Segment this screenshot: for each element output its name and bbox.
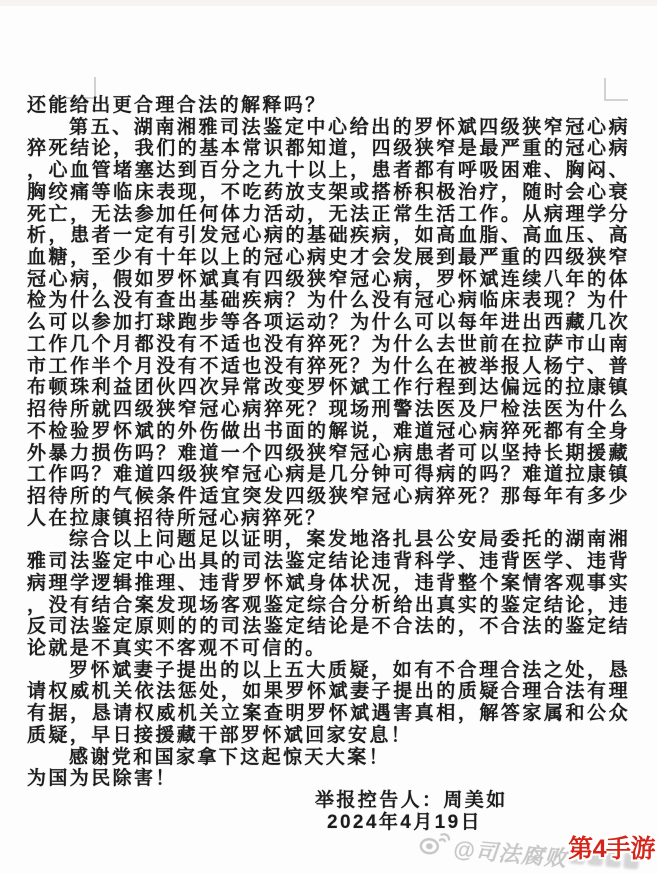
text-line: 感谢党和国家拿下这起惊天大案！: [69, 746, 391, 768]
text-line: ，没有结合案发现场客观鉴定综合分析给出真实的鉴定结论，违: [27, 594, 630, 616]
text-line: 市工作半个月没有不适也没有猝死？为什么在被举报人杨宁、普: [27, 355, 630, 377]
watermark-handle: @司法腐败: [451, 836, 568, 872]
text-line: 第五、湖南湘雅司法鉴定中心给出的罗怀斌四级狭窄冠心病: [69, 116, 630, 138]
text-line: 罗怀斌妻子提出的以上五大质疑，如有不合理合法之处，恳: [69, 659, 630, 681]
text-line: 检为什么没有查出基础疾病？为什么没有冠心病临床表现？为什: [27, 290, 630, 312]
text-line: 质疑，早日接援藏干部罗怀斌回家安息！: [27, 724, 413, 746]
text-line: 析，患者一定有引发冠心病的基础疾病，如高血脂、高血压、高: [27, 225, 630, 247]
text-line: 工作吗？难道四级狭窄冠心病是几分钟可得病的吗？难道拉康镇: [27, 464, 630, 486]
text-line: 外暴力损伤吗？难道一个四级狭窄冠心病患者可以坚持长期援藏: [27, 442, 630, 464]
text-line: 反司法鉴定原则的的司法鉴定结论是不合法的，不合法的鉴定结: [27, 616, 630, 638]
document-body: [27, 95, 630, 833]
text-line: ，心血管堵塞达到百分之九十以上，患者都有呼吸困难、胸闷、: [27, 160, 630, 182]
text-line: 冠心病，假如罗怀斌真有四级狭窄冠心病，罗怀斌连续八年的体: [27, 268, 630, 290]
text-line: 综合以上问题足以证明，案发地洛扎县公安局委托的湖南湘: [69, 529, 630, 551]
text-line: 还能给出更合理合法的解释吗？: [27, 95, 327, 116]
page-top-edge: [0, 0, 657, 6]
text-line: 为国为民除害！: [27, 768, 177, 790]
text-line: 招待所就四级狭窄冠心病猝死？现场刑警法医及尸检法医为什么: [27, 399, 630, 421]
text-line: 有据，恳请权威机关立案查明罗怀斌遇害真相，解答家属和公众: [27, 703, 630, 725]
text-line: 人在拉康镇招待所冠心病猝死？: [27, 507, 327, 529]
text-line: 布顿珠利益团伙四次异常改变罗怀斌工作行程到达偏远的拉康镇: [27, 377, 630, 399]
text-line: 论就是不真实不客观不可信的。: [27, 637, 327, 659]
text-line: 请权威机关依法惩处，如果罗怀斌妻子提出的质疑合理合法有理: [27, 681, 630, 703]
text-line: 病理学逻辑推理、违背罗怀斌身体状况，违背整个案情客观事实: [27, 572, 630, 594]
text-line: 2024年4月19日: [327, 811, 482, 833]
text-line: 死亡，无法参加任何体力活动，无法正常生活工作。从病理学分: [27, 203, 630, 225]
text-line: 工作几个月都没有不适也没有猝死？为什么去世前在拉萨市山南: [27, 333, 630, 355]
site-logo-text: 第4手游: [568, 835, 655, 863]
text-line: 举报控告人：周美如: [315, 790, 508, 811]
text-line: 不检验罗怀斌的外伤做出书面的解说，难道冠心病猝死都有全身: [27, 420, 630, 442]
text-line: 雅司法鉴定中心出具的司法鉴定结论违背科学、违背医学、违背: [27, 551, 630, 573]
text-line: 猝死结论，我们的基本常识都知道，四级狭窄是最严重的冠心病: [27, 138, 630, 160]
text-line: 血糖，至少有十年以上的冠心病史才会发展到最严重的四级狭窄: [27, 247, 630, 269]
text-line: 么可以参加打球跑步等各项运动？为什么可以每年进出西藏几次: [27, 312, 630, 334]
text-line: 招待所的气候条件适宜突发四级狭窄冠心病猝死？那每年有多少: [27, 485, 630, 507]
text-line: 胸绞痛等临床表现，不吃药放支架或搭桥积极治疗，随时会心衰: [27, 181, 630, 203]
weibo-icon: [418, 829, 451, 862]
